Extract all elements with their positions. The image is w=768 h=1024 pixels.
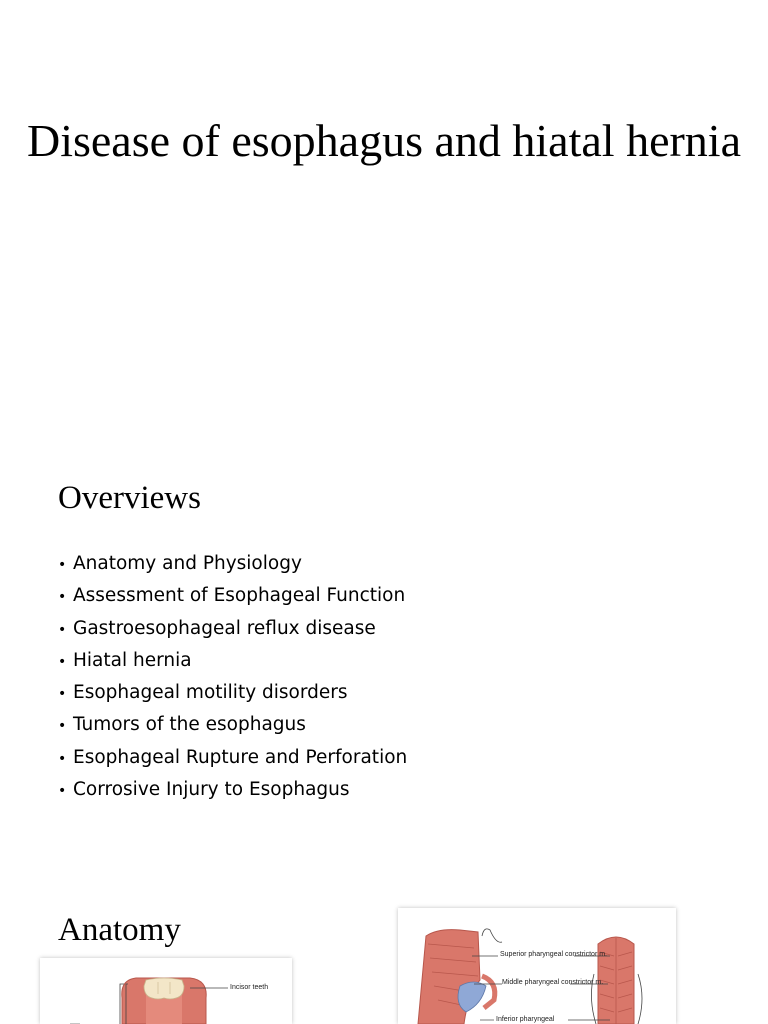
overview-list [58,548,407,806]
bullet-icon: • [58,557,67,573]
bullet-icon: • [58,589,67,606]
overview-heading: Overviews [58,480,201,516]
muscle-shape-left [418,930,480,1024]
bullet-icon: • [58,750,67,767]
list-item: • Anatomy and Physiology [58,548,407,580]
anatomy-heading: Anatomy [58,912,181,948]
pharynx-illustration [398,908,676,1024]
list-item: • Corrosive Injury to Esophagus [58,774,407,806]
list-item: • Assessment of Esophageal Function [58,580,407,612]
anatomy-figure-mouth [40,958,292,1024]
anatomy-figure-pharynx [398,908,676,1024]
bullet-icon: • [58,621,67,638]
tooth-icon [144,978,184,999]
outline-line [482,929,502,942]
list-item: • Gastroesophageal reflux disease [58,613,407,645]
incisor-label: Incisor teeth [230,984,269,991]
bullet-icon: • [58,718,67,735]
list-item: • Esophageal motility disorders [58,677,407,709]
list-item: • Tumors of the esophagus [58,709,407,741]
list-item: • Hiatal hernia [58,645,407,677]
bullet-icon: • [58,686,67,703]
superior-constrictor-label: Superior pharyngeal constrictor m. [500,951,607,958]
cartilage-shape [458,982,486,1012]
middle-constrictor-label: Middle pharyngeal constrictor m. [502,979,604,986]
bullet-icon: • [58,783,67,800]
slide-title: Disease of esophagus and hiatal hernia [26,115,742,166]
bullet-icon: • [58,653,67,670]
inferior-constrictor-label: Inferior pharyngeal [496,1016,555,1023]
list-item: • Esophageal Rupture and Perforation [58,742,407,774]
